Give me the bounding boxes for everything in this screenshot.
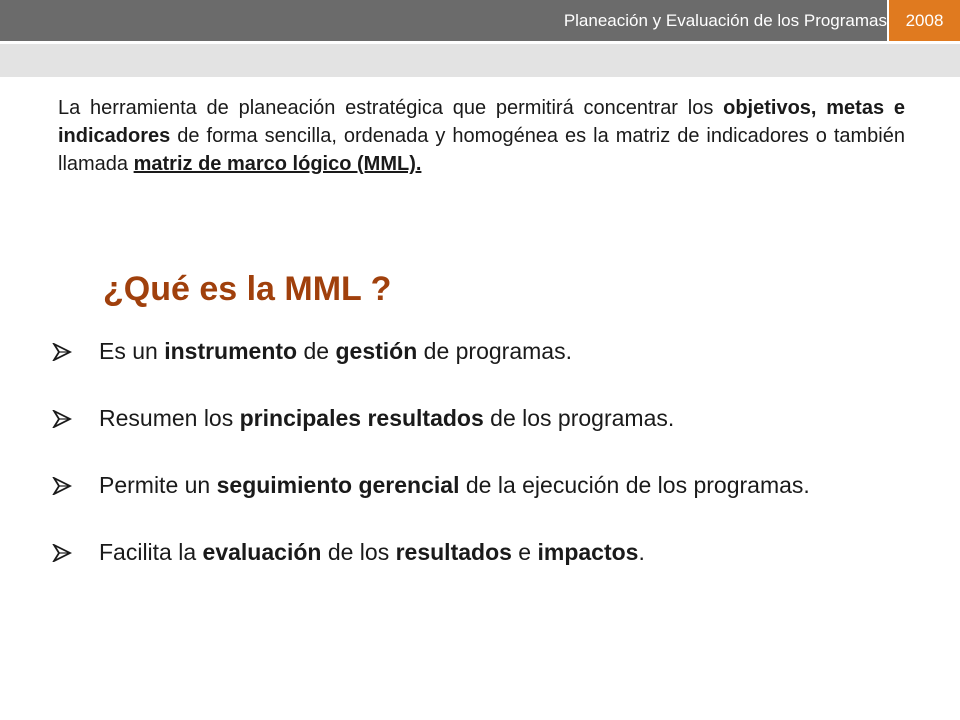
bullet-text: . [638, 539, 645, 565]
bullet-text: de programas. [417, 338, 572, 364]
bullet-text: de los [321, 539, 396, 565]
intro-text-1: La herramienta de planeación estratégica que permitirá concentrar los [58, 97, 724, 119]
intro-underlined-term: matriz de marco lógico (MML). [133, 153, 422, 175]
bullet-text: Resumen los [99, 405, 240, 431]
bullet-text: Facilita la [99, 539, 203, 565]
bullet-bold-text: evaluación [202, 539, 322, 565]
arrow-bullet-icon [52, 343, 72, 361]
header-bar [0, 0, 960, 41]
bullet-item [52, 468, 914, 503]
bullet-text: Es un [99, 338, 165, 364]
arrow-bullet-icon [52, 544, 72, 562]
bullet-bold-text: instrumento [164, 338, 298, 364]
bullet-text: de la ejecución de los programas. [459, 472, 810, 498]
intro-paragraph [58, 94, 905, 178]
bullet-bold-text: seguimiento gerencial [216, 472, 460, 498]
bullet-bold-text: resultados [395, 539, 512, 565]
bullet-text: de [297, 338, 336, 364]
bullet-bold-text: principales resultados [239, 405, 484, 431]
bullet-text: e [511, 539, 538, 565]
header-title: Planeación y Evaluación de los Programas [563, 11, 887, 30]
bullet-item [52, 334, 914, 369]
subheader-band [0, 44, 960, 77]
bullet-bold-text: gestión [335, 338, 418, 364]
arrow-bullet-icon [52, 410, 72, 428]
intro-bold-1: objetivos, metas e indicadores [58, 97, 905, 147]
bullet-list [52, 334, 914, 570]
bullet-bold-text: impactos [537, 539, 639, 565]
arrow-bullet-icon [52, 477, 72, 495]
bullet-text: Permite un [99, 472, 217, 498]
intro-text-2: de forma sencilla, ordenada y homogénea es la matriz de indicadores o también llamada [58, 125, 905, 175]
bullet-item [52, 401, 914, 436]
bullet-item [52, 535, 914, 570]
bullet-text: de los programas. [483, 405, 675, 431]
section-heading: ¿Qué es la MML ? [103, 270, 392, 308]
year-badge: 2008 [887, 0, 960, 41]
